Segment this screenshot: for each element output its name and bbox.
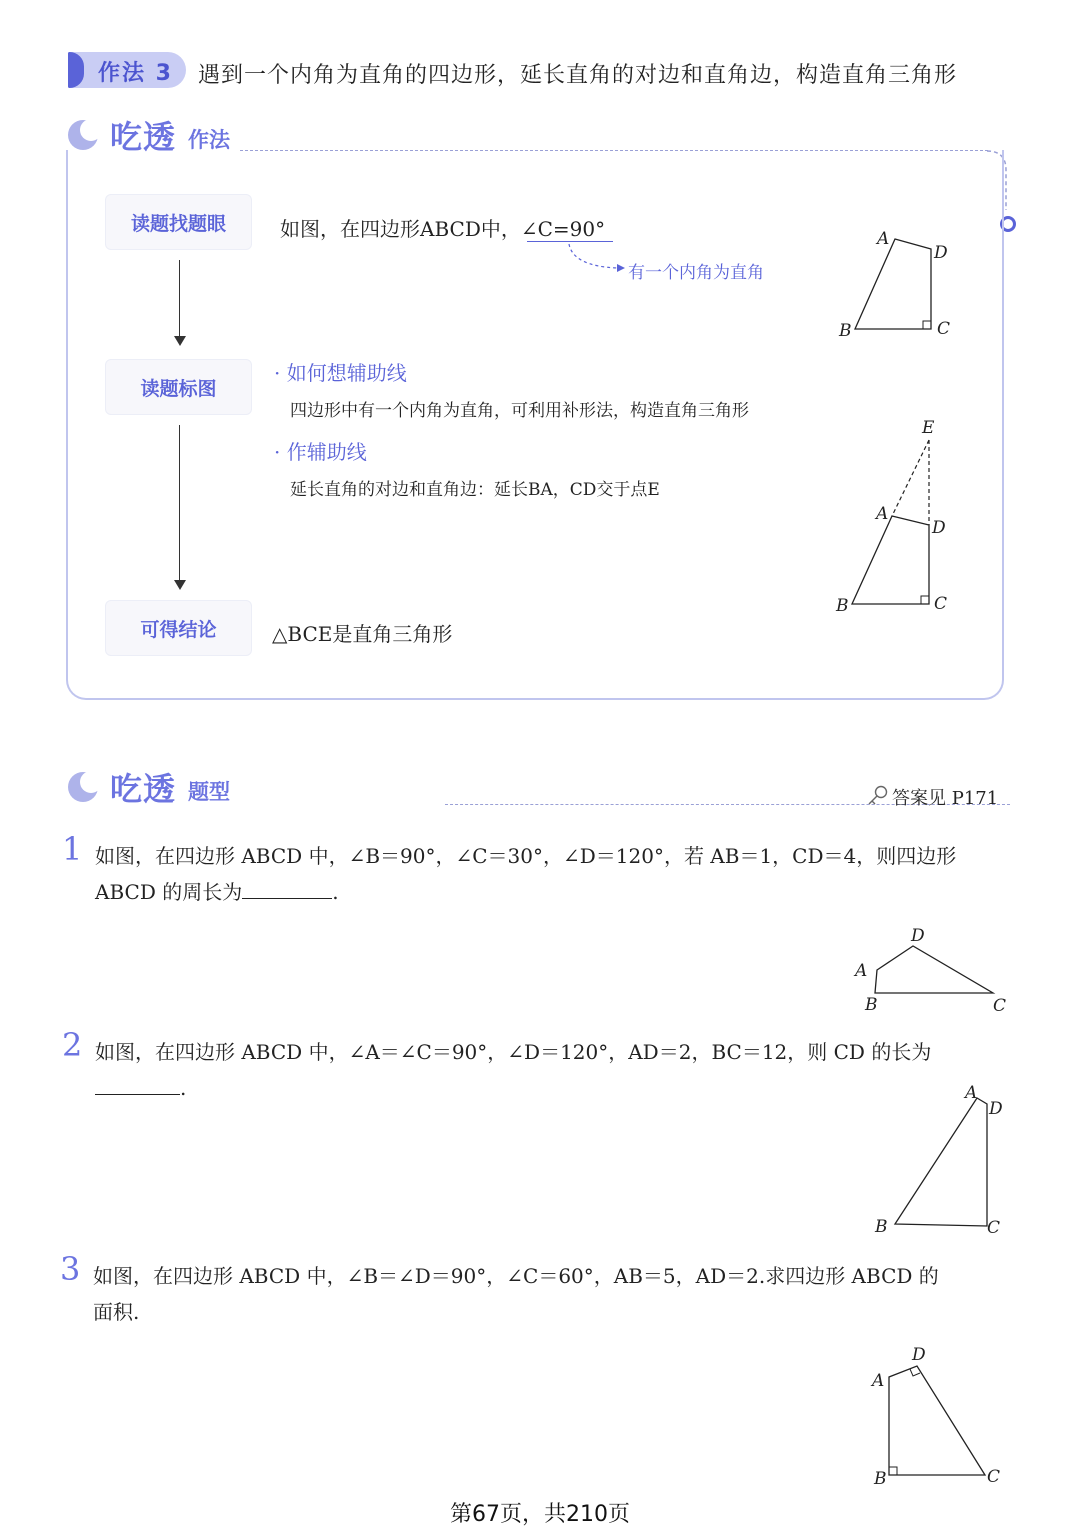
- svg-text:A: A: [877, 229, 890, 249]
- svg-text:D: D: [912, 1345, 926, 1365]
- svg-text:C: C: [987, 1218, 1001, 1238]
- section1-title-small: 作法: [188, 128, 230, 152]
- svg-text:B: B: [874, 1469, 887, 1489]
- step2-text-1: 四边形中有一个内角为直角，可利用补形法，构造直角三角形: [290, 401, 749, 421]
- question-2-blank[interactable]: [95, 1076, 180, 1095]
- question-3-line-1: 如图，在四边形 ABCD 中，∠B＝∠D＝90°，∠C＝60°，AB＝5，AD＝2.求四边形 ABCD 的: [93, 1264, 939, 1288]
- figure-quad-abcd: [835, 222, 965, 342]
- flow-arrow-1: [174, 336, 186, 346]
- svg-text:A: A: [855, 961, 868, 981]
- svg-text:A: A: [876, 504, 889, 524]
- figure-extended-bce: [830, 415, 970, 620]
- step-conclusion: 可得结论: [105, 600, 252, 656]
- step-find-key: 读题找题眼: [105, 194, 252, 250]
- svg-text:A: A: [965, 1083, 978, 1103]
- step3-text: △BCE是直角三角形: [272, 622, 453, 646]
- figure-q1: [845, 922, 1015, 1017]
- step2-heading-2: · 作辅助线: [274, 440, 367, 464]
- page-footer: 第67页，共210页: [450, 1502, 630, 1527]
- svg-text:D: D: [932, 518, 946, 538]
- flow-arrow-2: [174, 580, 186, 590]
- answer-reference: 答案见 P171: [892, 788, 999, 809]
- svg-text:B: B: [836, 596, 849, 616]
- question-1-number: 1: [62, 830, 83, 868]
- header-title: 遇到一个内角为直角的四边形，延长直角的对边和直角边，构造直角三角形: [198, 63, 958, 88]
- question-1-line-2: ABCD 的周长为 .: [95, 880, 339, 904]
- question-1-text: [95, 838, 1005, 910]
- svg-text:C: C: [987, 1467, 1001, 1487]
- step1-text: 如图，在四边形ABCD中，∠C=90°: [280, 217, 606, 241]
- svg-text:B: B: [839, 321, 852, 341]
- figure-q3: [860, 1340, 1010, 1490]
- question-3-number: 3: [60, 1250, 81, 1288]
- question-3-line-2: 面积.: [93, 1300, 140, 1324]
- svg-text:D: D: [934, 243, 948, 263]
- flow-line-1: [179, 260, 180, 336]
- section2-title-big: 吃透: [110, 770, 177, 808]
- section1-title-big: 吃透: [110, 118, 177, 156]
- svg-text:B: B: [865, 995, 878, 1015]
- question-3-text: [93, 1258, 1005, 1330]
- question-1-line-1: 如图，在四边形 ABCD 中，∠B＝90°，∠C＝30°，∠D＝120°，若 AB＝1，CD＝4，则四边形: [95, 844, 957, 868]
- question-1-blank[interactable]: [242, 880, 332, 899]
- figure-q2: [865, 1078, 1015, 1238]
- svg-text:A: A: [872, 1371, 885, 1391]
- moon-icon-2: [66, 770, 100, 804]
- svg-text:C: C: [993, 996, 1007, 1016]
- step1-note: 有一个内角为直角: [628, 263, 764, 283]
- svg-text:D: D: [911, 926, 925, 946]
- svg-text:D: D: [989, 1099, 1003, 1119]
- method-label: 作法 3: [98, 61, 173, 86]
- question-2-text: 如图，在四边形 ABCD 中，∠A＝∠C＝90°，∠D＝120°，AD＝2，BC＝12，则 CD 的长为.: [95, 1040, 932, 1100]
- flow-line-2: [179, 425, 180, 580]
- section2-title-small: 题型: [188, 780, 230, 804]
- step2-text-2: 延长直角的对边和直角边：延长BA，CD交于点E: [290, 480, 660, 500]
- step-mark-figure: 读题标图: [105, 359, 252, 415]
- moon-icon: [66, 118, 100, 152]
- svg-text:C: C: [934, 594, 948, 614]
- svg-text:E: E: [922, 418, 935, 438]
- question-2-number: 2: [62, 1026, 83, 1064]
- step2-heading-1: · 如何想辅助线: [274, 361, 407, 385]
- key-icon: [866, 784, 890, 806]
- svg-text:B: B: [875, 1217, 888, 1237]
- step1-note-arrow: [565, 242, 629, 272]
- svg-text:C: C: [937, 319, 951, 339]
